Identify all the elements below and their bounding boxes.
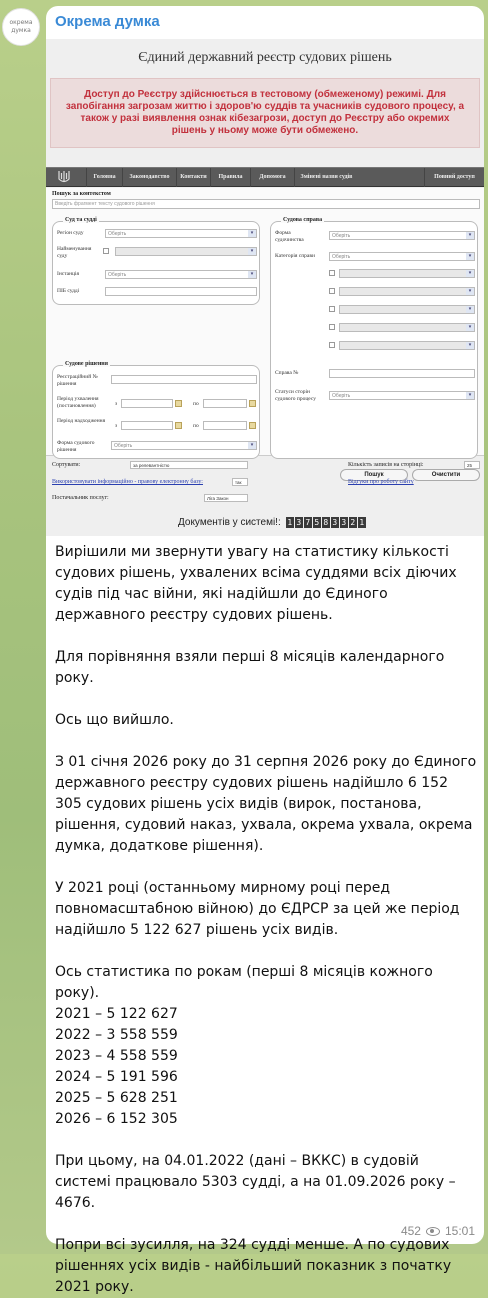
case-form-select-value: Оберіть	[332, 233, 351, 239]
sort-label: Сортувати:	[52, 462, 81, 468]
case-no-input[interactable]	[329, 369, 475, 378]
case-form-select[interactable]	[329, 231, 475, 240]
nav-item-legislation[interactable]: Законодавство	[122, 168, 176, 187]
chevron-down-icon: ▾	[466, 253, 474, 260]
search-button[interactable]: Пошук	[340, 469, 408, 481]
chevron-down-icon: ▾	[466, 324, 474, 331]
counter-digit: 8	[323, 518, 329, 527]
case-no-label: Справа №	[275, 370, 299, 376]
court-name-select[interactable]	[115, 247, 257, 256]
documents-counter	[178, 517, 366, 528]
view-count: 452	[400, 1224, 421, 1238]
registry-nav	[46, 167, 484, 187]
provider-select[interactable]: Ліга Закон	[204, 494, 248, 502]
counter-digit: 7	[305, 518, 311, 527]
counter-digit: 1	[359, 518, 365, 527]
category-label: Категорія справи	[275, 253, 315, 259]
subcategory-select-2[interactable]	[339, 287, 475, 296]
per-page-select[interactable]: 25	[464, 461, 480, 469]
decision-fieldset	[52, 361, 260, 459]
receive-to-input[interactable]	[203, 421, 247, 430]
court-fieldset	[52, 217, 260, 305]
access-warning: Доступ до Реєстру здійснюється в тестовому (обмеженому) режимі. Для запобігання загрозам життю і здоров'ю суддів та учасників судового процесу, а також у разі виявлення ознак кібезагрози, доступ до Реєстру або окремих рішень у ньому може бути обмежено.	[50, 78, 480, 148]
counter-digit: 3	[332, 518, 338, 527]
case-legend: Судова справа	[283, 217, 323, 223]
receive-to-label: по	[193, 423, 199, 429]
message-paragraph: З 01 січня 2026 року до 31 серпня 2026 року до Єдиного державного реєстру судових рішень надійшло 6 152 305 судових рішень усіх видів (вирок, постанова, рішення, судовий наказ, ухвала, окрема ухвала, окрема думка, додаткове рішення).	[55, 754, 477, 854]
chevron-down-icon: ▾	[248, 230, 256, 237]
nav-item-renamed-courts[interactable]: Змінені назви судів	[294, 168, 358, 187]
chevron-down-icon: ▾	[466, 288, 474, 295]
nav-item-full-access[interactable]: Повний доступ	[424, 168, 484, 187]
adopt-to-input[interactable]	[203, 399, 247, 408]
chevron-down-icon: ▾	[466, 342, 474, 349]
decision-form-select-value: Оберіть	[114, 443, 133, 449]
provider-label: Постачальник послуг:	[52, 495, 109, 501]
message-paragraph: Вирішили ми звернути увагу на статистику кількості судових рішень, ухвалених всіма суддями всіх діючих судів під час війни, які надійшли до Єдиного державного реєстру судових рішень.	[55, 544, 457, 623]
calendar-icon[interactable]	[175, 400, 182, 407]
reg-no-input[interactable]	[111, 375, 257, 384]
subcategory-checkbox[interactable]	[329, 288, 335, 294]
region-select[interactable]	[105, 229, 257, 238]
decision-form-label: Форма судового рішення	[57, 440, 95, 453]
court-name-label: Найменування суду	[57, 246, 92, 259]
nav-item-rules[interactable]: Правила	[210, 168, 250, 187]
calendar-icon[interactable]	[249, 400, 256, 407]
decision-form-select[interactable]	[111, 441, 257, 450]
party-status-select-value: Оберіть	[332, 393, 351, 399]
per-page-label: Кількість записів на сторінці:	[348, 462, 424, 468]
region-select-value: Оберіть	[108, 231, 127, 237]
avatar-text-1: окрема	[9, 19, 33, 26]
adopt-to-label: по	[193, 401, 199, 407]
receive-from-label: з	[115, 423, 118, 429]
chevron-down-icon: ▾	[248, 248, 256, 255]
adopt-from-label: з	[115, 401, 118, 407]
counter-digit: 2	[350, 518, 356, 527]
registry-title: Єдиний державний реєстр судових рішень	[138, 50, 392, 65]
calendar-icon[interactable]	[175, 422, 182, 429]
context-search-label: Пошук за контекстом	[52, 191, 111, 197]
judge-input[interactable]	[105, 287, 257, 296]
category-select-value: Оберіть	[332, 254, 351, 260]
counter-digit: 3	[296, 518, 302, 527]
message-paragraph: Ось статистика по рокам (перші 8 місяців кожного року). 2021 – 5 122 627 2022 – 3 558 559 2023 – 4 558 559 2024 – 5 191 596 2025 – 5 628 251 2026 – 6 152 305	[55, 964, 433, 1127]
message-paragraph: Попри всі зусилля, на 324 судді менше. А по судових рішеннях усіх видів - найбільший показник з початку 2021 року.	[55, 1237, 452, 1295]
message-paragraph: У 2021 році (останньому мирному році перед повномасштабною війною) до ЄДРСР за цей же період надійшло 5 122 627 рішень усіх видів.	[55, 880, 460, 938]
case-fieldset	[270, 217, 478, 459]
adopt-from-input[interactable]	[121, 399, 173, 408]
counter-digit: 3	[341, 518, 347, 527]
sender-name[interactable]: Окрема думка	[55, 13, 160, 30]
region-label: Регіон суду	[57, 230, 84, 236]
subcategory-select-1[interactable]	[339, 269, 475, 278]
feedback-link[interactable]: Відгуки про роботу сайту	[348, 479, 414, 485]
trident-icon	[58, 170, 72, 185]
context-search-input[interactable]: Введіть фрагмент тексту судового рішення	[52, 199, 480, 209]
instance-select-value: Оберіть	[108, 272, 127, 278]
avatar-text-2: думка	[11, 27, 31, 34]
reg-no-label: Реєстраційний № рішення	[57, 374, 98, 387]
message-bubble	[46, 6, 484, 1295]
info-base-select[interactable]: так	[232, 478, 248, 486]
chevron-down-icon: ▾	[248, 442, 256, 449]
nav-item-contacts[interactable]: Контакти	[176, 168, 210, 187]
clear-button[interactable]: Очистити	[412, 469, 480, 481]
info-base-link[interactable]: Використовувати інформаційно - правову електронну базу:	[52, 479, 203, 485]
subcategory-checkbox[interactable]	[329, 306, 335, 312]
subcategory-checkbox[interactable]	[329, 342, 335, 348]
instance-select[interactable]	[105, 270, 257, 279]
category-select[interactable]	[329, 252, 475, 261]
receive-from-input[interactable]	[121, 421, 173, 430]
court-legend: Суд та судді	[65, 217, 97, 223]
message-text	[55, 542, 477, 1298]
nav-item-home[interactable]: Головна	[86, 168, 122, 187]
eye-icon	[426, 1227, 440, 1236]
subcategory-select-5[interactable]	[339, 341, 475, 350]
message-paragraph: При цьому, на 04.01.2022 (дані – ВККС) в судовій системі працювало 5303 судді, а на 01.09.2026 року – 4676.	[55, 1153, 456, 1211]
attached-screenshot[interactable]	[46, 39, 484, 536]
receive-period-label: Період надходження	[57, 418, 106, 424]
subcategory-checkbox[interactable]	[329, 270, 335, 276]
sort-select[interactable]: за релевантністю	[130, 461, 248, 469]
nav-item-help[interactable]: Допомога	[250, 168, 294, 187]
message-paragraph: Для порівняння взяли перші 8 місяців календарного року.	[55, 649, 445, 686]
chevron-down-icon: ▾	[466, 306, 474, 313]
decision-legend: Судове рішення	[65, 361, 108, 367]
case-form-label: Форма судочинства	[275, 230, 304, 243]
party-status-label: Статуси сторін судового процесу	[275, 389, 316, 402]
subcategory-select-3[interactable]	[339, 305, 475, 314]
instance-label: Інстанція	[57, 271, 80, 277]
message-time: 15:01	[444, 1224, 475, 1238]
calendar-icon[interactable]	[249, 422, 256, 429]
chevron-down-icon: ▾	[248, 271, 256, 278]
chevron-down-icon: ▾	[466, 270, 474, 277]
chevron-down-icon: ▾	[466, 392, 474, 399]
judge-label: ПІБ судді	[57, 288, 80, 294]
message-meta	[401, 1224, 475, 1238]
documents-counter-label: Документів у системі!:	[178, 517, 281, 528]
channel-avatar[interactable]	[2, 8, 40, 46]
subcategory-select-4[interactable]	[339, 323, 475, 332]
subcategory-checkbox[interactable]	[329, 324, 335, 330]
chevron-down-icon: ▾	[466, 232, 474, 239]
counter-digit: 1	[287, 518, 293, 527]
adopt-period-label: Період ухвалення (постановлення)	[57, 396, 99, 409]
message-paragraph: Ось що вийшло.	[55, 712, 174, 728]
court-name-checkbox[interactable]	[103, 248, 109, 254]
counter-digit: 5	[314, 518, 320, 527]
party-status-select[interactable]	[329, 391, 475, 400]
